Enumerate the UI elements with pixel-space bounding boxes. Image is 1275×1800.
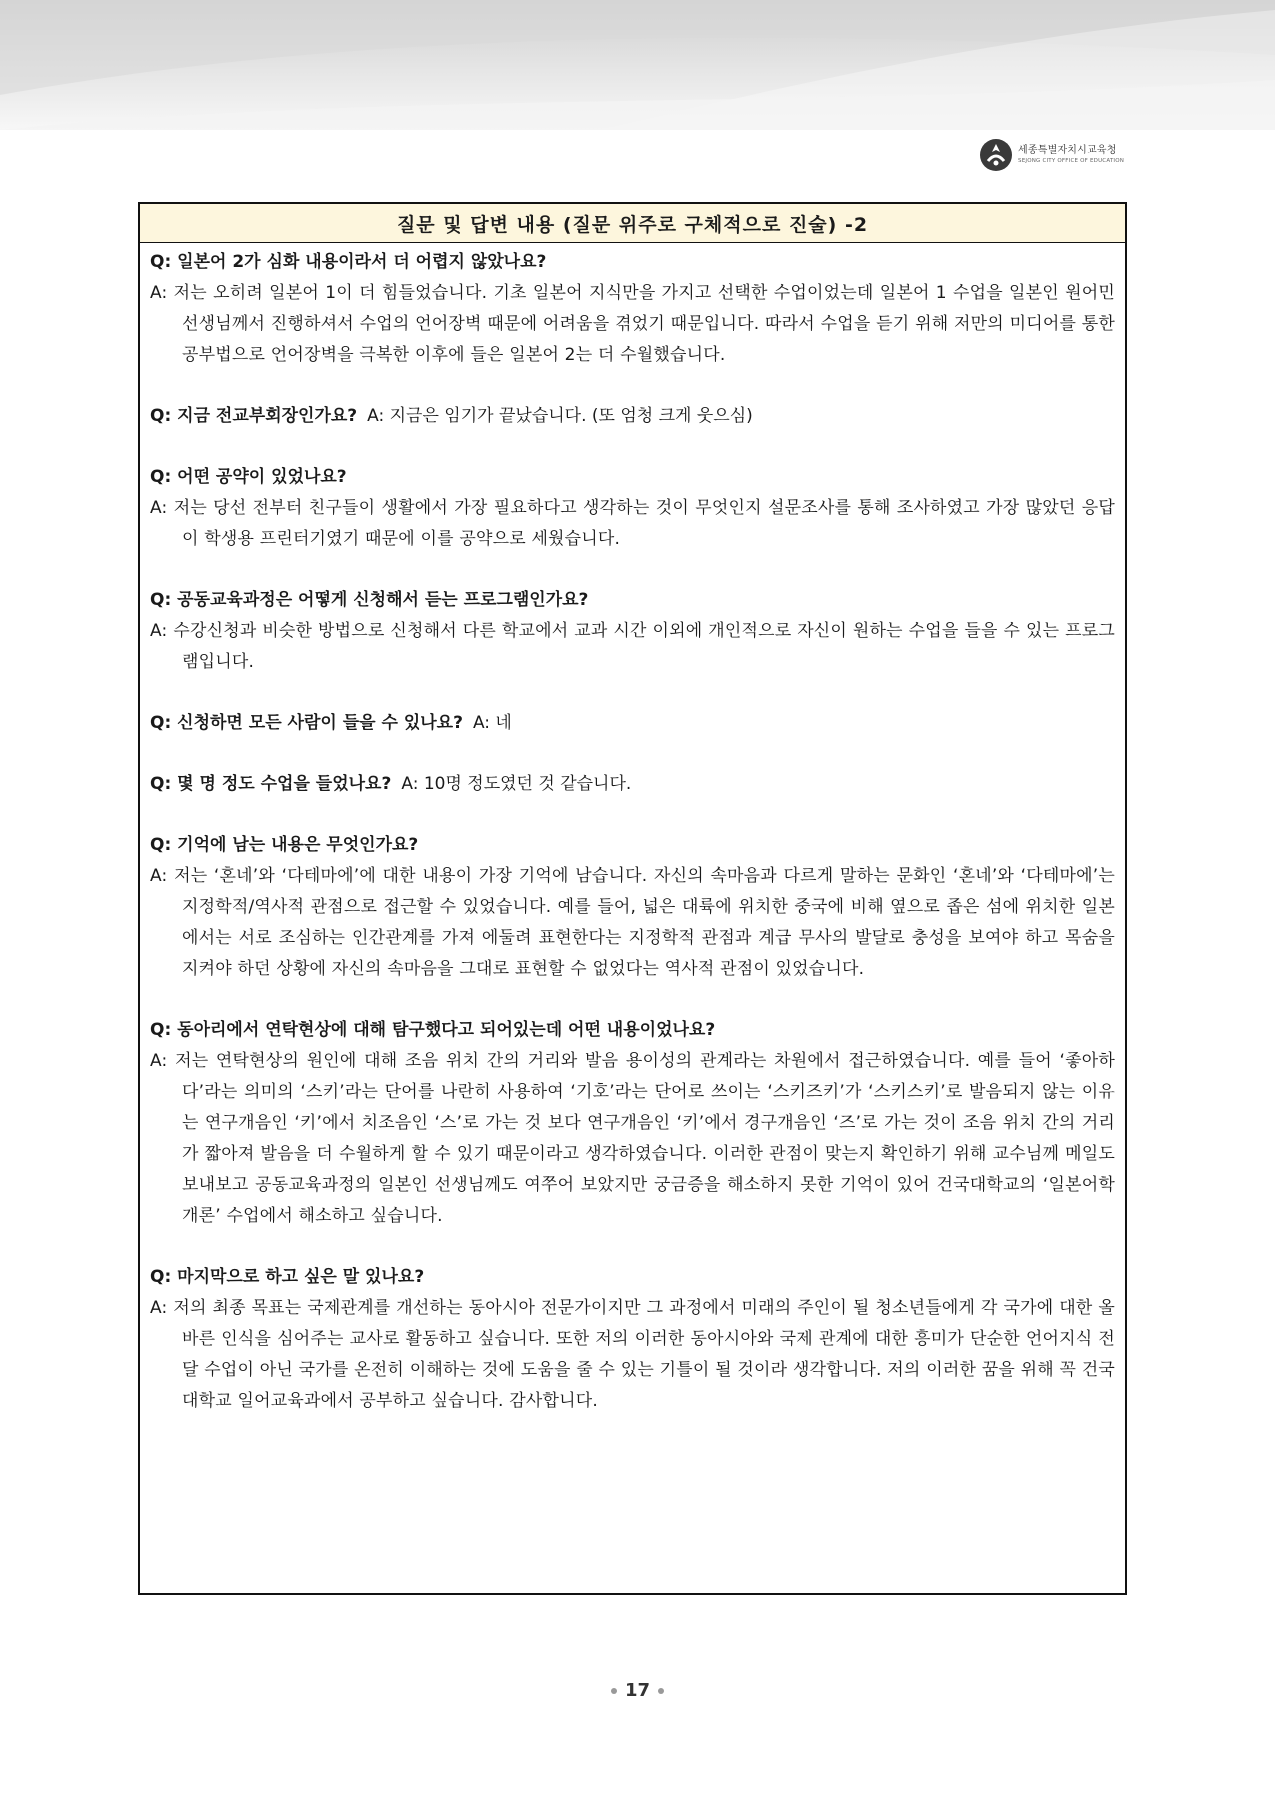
question: Q: 신청하면 모든 사람이 들을 수 있나요? bbox=[150, 713, 463, 733]
header-swoosh-decoration bbox=[0, 0, 1275, 130]
answer: A: 저는 ‘혼네’와 ‘다테마에’에 대한 내용이 가장 기억에 남습니다. 자신의 속마음과 다르게 말하는 문화인 ‘혼네’와 ‘다테마에’는 지정학적/역사적 관점으로 접근할 수 있었습니다. 예를 들어, 넓은 대륙에 위치한 중국에 비해 옆으로 좁은 섬에 위치한 일본에서는 서로 조심하는 인간관계를 가져 에둘려 표현한다는 지정학적 관점과 계급 무사의 발달로 충성을 보여야 하고 목숨을 지켜야 하던 상황에 자신의 속마음을 그대로 표현할 수 없었다는 역사적 관점이 있었습니다. bbox=[150, 866, 1115, 979]
page-number-value: 17 bbox=[624, 1680, 651, 1701]
answer: A: 지금은 임기가 끝났습니다. (또 엄청 크게 웃으심) bbox=[367, 406, 753, 426]
qa-item bbox=[150, 1262, 1115, 1417]
answer: A: 저는 당선 전부터 친구들이 생활에서 가장 필요하다고 생각하는 것이 무엇인지 설문조사를 통해 조사하였고 가장 많았던 응답이 학생용 프린터기였기 때문에 이를 공약으로 세웠습니다. bbox=[150, 498, 1115, 549]
answer: A: 저는 연탁현상의 원인에 대해 조음 위치 간의 거리와 발음 용이성의 관계라는 차원에서 접근하였습니다. 예를 들어 ‘좋아하다’라는 의미의 ‘스키’라는 단어를 나란히 사용하여 ‘기호’라는 단어로 쓰이는 ‘스키즈키’가 ‘스키스키’로 발음되지 않는 이유는 연구개음인 ‘키’에서 치조음인 ‘스’로 가는 것 보다 연구개음인 ‘키’에서 경구개음인 ‘즈’로 가는 것이 조음 위치 간의 거리가 짧아져 발음을 더 수월하게 할 수 있기 때문이라고 생각하였습니다. 이러한 관점이 맞는지 확인하기 위해 교수님께 메일도 보내보고 공동교육과정의 일본인 선생님께도 여쭈어 보았지만 궁금증을 해소하지 못한 기억이 있어 건국대학교의 ‘일본어학개론’ 수업에서 해소하고 싶습니다. bbox=[150, 1051, 1115, 1226]
answer: A: 10명 정도였던 것 같습니다. bbox=[401, 774, 632, 794]
sejong-emblem-icon bbox=[980, 139, 1012, 171]
qa-item bbox=[150, 830, 1115, 985]
org-name-en: SEJONG CITY OFFICE OF EDUCATION bbox=[1018, 157, 1125, 164]
question: Q: 마지막으로 하고 싶은 말 있나요? bbox=[150, 1267, 425, 1287]
answer: A: 저는 오히려 일본어 1이 더 힘들었습니다. 기초 일본어 지식만을 가지고 선택한 수업이었는데 일본어 1 수업을 일본인 원어민 선생님께서 진행하셔서 수업의 언어장벽 때문에 어려움을 겪었기 때문입니다. 따라서 수업을 듣기 위해 저만의 미디어를 통한 공부법으로 언어장벽을 극복한 이후에 들은 일본어 2는 더 수월했습니다. bbox=[150, 283, 1115, 365]
header-banner bbox=[0, 0, 1275, 130]
qa-item bbox=[150, 247, 1115, 371]
question: Q: 일본어 2가 심화 내용이라서 더 어렵지 않았나요? bbox=[150, 252, 547, 272]
question-row bbox=[150, 708, 1115, 739]
org-logo bbox=[980, 138, 1124, 172]
qa-item bbox=[150, 708, 1115, 739]
qa-list bbox=[140, 243, 1125, 1417]
question-row bbox=[150, 769, 1115, 800]
question: Q: 몇 명 정도 수업을 들었나요? bbox=[150, 774, 392, 794]
page-number bbox=[0, 1680, 1275, 1701]
answer: A: 저의 최종 목표는 국제관계를 개선하는 동아시아 전문가이지만 그 과정에서 미래의 주인이 될 청소년들에게 각 국가에 대한 올바른 인식을 심어주는 교사로 활동하고 싶습니다. 또한 저의 이러한 동아시아와 국제 관계에 대한 흥미가 단순한 언어지식 전달 수업이 아닌 국가를 온전히 이해하는 것에 도움을 줄 수 있는 기틀이 될 것이라 생각합니다. 저의 이러한 꿈을 위해 꼭 건국대학교 일어교육과에서 공부하고 싶습니다. 감사합니다. bbox=[150, 1298, 1115, 1411]
qa-item bbox=[150, 462, 1115, 555]
qa-item bbox=[150, 585, 1115, 678]
qa-item bbox=[150, 1015, 1115, 1232]
answer: A: 네 bbox=[472, 713, 512, 733]
question: Q: 동아리에서 연탁현상에 대해 탐구했다고 되어있는데 어떤 내용이었나요? bbox=[150, 1020, 716, 1040]
question: Q: 지금 전교부회장인가요? bbox=[150, 406, 358, 426]
org-name-ko: 세종특별자치시교육청 bbox=[1018, 144, 1117, 156]
question-row bbox=[150, 401, 1115, 432]
question: Q: 기억에 남는 내용은 무엇인가요? bbox=[150, 835, 419, 855]
qa-item bbox=[150, 769, 1115, 800]
bullet-dot-icon bbox=[658, 1688, 664, 1694]
qa-item bbox=[150, 401, 1115, 432]
answer: A: 수강신청과 비슷한 방법으로 신청해서 다른 학교에서 교과 시간 이외에 개인적으로 자신이 원하는 수업을 들을 수 있는 프로그램입니다. bbox=[150, 621, 1115, 672]
box-title: 질문 및 답변 내용 (질문 위주로 구체적으로 진술) -2 bbox=[140, 204, 1125, 243]
qa-box bbox=[138, 202, 1127, 1595]
bullet-dot-icon bbox=[611, 1688, 617, 1694]
question: Q: 공동교육과정은 어떻게 신청해서 듣는 프로그램인가요? bbox=[150, 590, 589, 610]
question: Q: 어떤 공약이 있었나요? bbox=[150, 467, 347, 487]
